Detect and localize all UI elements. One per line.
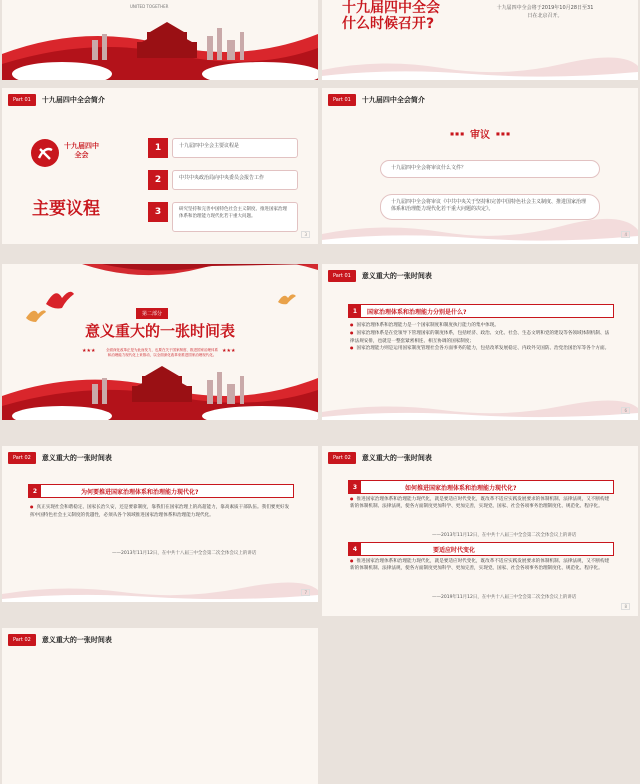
part-tag: Part 02 xyxy=(8,452,36,464)
slide-header xyxy=(8,452,112,464)
main-agenda-title: 主要议程 xyxy=(32,199,100,219)
agenda-item-1 xyxy=(172,138,298,158)
adapt-body xyxy=(350,558,612,572)
heading-line-1: 十九届四中全会 xyxy=(342,0,440,16)
slide-header xyxy=(8,94,105,106)
part-two-subtitle xyxy=(82,348,242,359)
section-bar-2 xyxy=(28,484,294,498)
emblem-group xyxy=(30,134,130,174)
slide-8-how[interactable] xyxy=(322,446,638,616)
adapt-source: ——2019年11月12日，在中共十八届三中全会第二次全体会议上的讲话 xyxy=(432,595,577,600)
agenda-item-2-text: 中共中央政治局向中央委员会报告工作 xyxy=(179,175,265,181)
agenda-number-2: 2 xyxy=(148,170,168,190)
agenda-item-3-text: 研究坚持和完善中国特色社会主义制度、推进国家治理体系和治理能力现代化若干重大问题。 xyxy=(179,207,287,219)
meeting-time-heading xyxy=(342,0,440,32)
review-question-box xyxy=(380,160,600,178)
section-title: 如何推进国家治理体系和治理能力现代化? xyxy=(405,484,517,492)
slide-6-definition[interactable] xyxy=(322,264,638,420)
meeting-time-text xyxy=(490,4,600,20)
slide-7-why[interactable] xyxy=(2,446,318,602)
section-number: 2 xyxy=(29,485,41,497)
how-source: ——2013年11月12日，在中共十八届三中全会第二次全体会议上的讲话 xyxy=(432,533,577,538)
slide-3-main-agenda[interactable] xyxy=(2,88,318,244)
section-bar-3 xyxy=(348,480,614,494)
page-number: 8 xyxy=(621,603,630,610)
slide-title: 十九届四中全会简介 xyxy=(361,96,425,104)
part-tag: Part 02 xyxy=(8,634,36,646)
bullet-3: ● 国家治理能力则是运用国家制度管理社会各方面事务的能力，包括改革发展稳定、内政外交国防、治党治国治军等各个方面。 xyxy=(350,345,612,353)
slide-title: 意义重大的一张时间表 xyxy=(41,454,112,462)
emblem-text-2: 全会 xyxy=(74,151,89,160)
agenda-number-3: 3 xyxy=(148,202,168,222)
page-number: 6 xyxy=(621,407,630,414)
tiananmen-illustration xyxy=(2,14,318,80)
slide-4-review[interactable] xyxy=(322,88,638,244)
part-tag: Part 01 xyxy=(8,94,36,106)
review-right-dots: ■ ■ ■ xyxy=(496,130,510,136)
cloud-decoration xyxy=(322,40,638,80)
section-title: 为何要推进国家治理体系和治理能力现代化? xyxy=(81,488,199,496)
review-heading: 审议 xyxy=(470,129,490,141)
party-emblem-icon xyxy=(30,138,60,168)
page-number: 3 xyxy=(301,231,310,238)
part-tag: Part 01 xyxy=(328,94,356,106)
part-tag: Part 02 xyxy=(328,452,356,464)
slide-header xyxy=(328,94,425,106)
dove-icon-right xyxy=(276,290,300,310)
why-bullet: ● 真正实现社会和谐稳定、国家长治久安，还是要靠制度，靠我们在国家治理上的高超能力，靠高素质干部队伍。我们要更好发挥中国特色社会主义制度的优越性，必须从各个领域推进国家治理体系和治理能力现代化。 xyxy=(30,504,292,520)
slide-header xyxy=(8,634,112,646)
emblem-text-1: 十九届四中 xyxy=(64,142,99,150)
stars-right-icon: ★★★ xyxy=(222,348,236,354)
cloud-decoration xyxy=(2,562,318,602)
slide-header xyxy=(328,452,432,464)
adapt-bullet: ● 推进国家治理体系和治理能力现代化，就是要适应时代变化，既改革不适应实践发展要求的体制机制、法律法规，又不断构建新的体制机制、法律法规，使各方面制度更加科学、更加完善，实现党、国家、社会各项事务治理制度化、规范化、程序化。 xyxy=(350,558,612,572)
why-source: ——2013年11月12日，在中共十八届三中全会第二次全体会议上的讲话 xyxy=(112,551,257,556)
slide-1-cover[interactable] xyxy=(2,0,318,80)
bullet-1: ● 国家治理体系和治理能力是一个国家制度和制度执行能力的集中体现。 xyxy=(350,322,612,330)
subtitle-line-2: 和治理能力现代化上来推动，以全面深化改革来推进国家治理现代化。 xyxy=(107,353,217,358)
subtitle-line-1: 全面深化改革正是为此而发力，也要在关于国家制度、推进国家治理体系 xyxy=(106,348,218,352)
agenda-number-1: 1 xyxy=(148,138,168,158)
agenda-item-1-text: 十九届四中全会主要议程是 xyxy=(179,143,240,149)
page-number: 7 xyxy=(301,589,310,596)
slide-2-meeting-time[interactable] xyxy=(322,0,638,80)
text-line-1: 十九届四中全会将于2019年10月28日至31 xyxy=(496,5,594,11)
bullet-2: ● 国家治理体系是在党领导下管理国家的制度体系，包括经济、政治、文化、社会、生态文明和党的建设等各领域体制机制、法律法规安排，也就是一整套紧密相连、相互协调的国家制度； xyxy=(350,330,612,346)
slide-title: 意义重大的一张时间表 xyxy=(361,454,432,462)
why-body xyxy=(30,504,292,520)
stars-left-icon: ★★★ xyxy=(82,348,96,354)
section-title: 要适应时代变化 xyxy=(433,546,476,554)
cloud-decoration xyxy=(322,204,638,244)
part-two-title: 意义重大的一张时间表 xyxy=(84,322,235,340)
slide-5-part-two-cover[interactable] xyxy=(2,264,318,420)
part-tag: Part 01 xyxy=(328,270,356,282)
slide-title: 意义重大的一张时间表 xyxy=(41,636,112,644)
review-section-header xyxy=(442,124,518,142)
section-number: 3 xyxy=(349,481,361,493)
how-body xyxy=(350,496,612,510)
emblem-text xyxy=(64,142,99,160)
heading-line-2: 什么时候召开? xyxy=(342,16,435,33)
slide-title: 十九届四中全会简介 xyxy=(41,96,105,104)
agenda-item-2 xyxy=(172,170,298,190)
review-answer-text: 十九届四中全会将审议《中共中央关于坚持和完善中国特色社会主义制度、推进国家治理体系和治理能力现代化若干重大问题的决定》。 xyxy=(391,199,587,213)
agenda-item-3 xyxy=(172,202,298,232)
section-bar-1 xyxy=(348,304,614,318)
review-left-dots: ■ ■ ■ xyxy=(450,130,464,136)
cloud-decoration xyxy=(322,380,638,420)
section-bar-4 xyxy=(348,542,614,556)
section-title: 国家治理体系和治理能力分别是什么? xyxy=(367,308,467,316)
part-two-label: 第二部分 xyxy=(136,308,168,319)
section-number: 4 xyxy=(349,543,361,555)
cover-caption: UNITED TOGETHER xyxy=(130,4,169,9)
slide-9-partial[interactable] xyxy=(2,628,318,784)
how-bullet: ● 推进国家治理体系和治理能力现代化，就是要适应时代变化，既改革不适应实践发展要求的体制机制、法律法规，又不断构建新的体制机制、法律法规，使各方面制度更加科学、更加完善，实现党、国家、社会各项事务治理制度化、规范化、程序化。 xyxy=(350,496,612,510)
review-question-text: 十九届四中全会将审议什么文件？ xyxy=(391,165,467,172)
section-number: 1 xyxy=(349,305,361,317)
slide-header xyxy=(328,270,432,282)
definition-bullets xyxy=(350,322,612,353)
tiananmen-illustration xyxy=(2,360,318,420)
text-line-2: 日在北京召开。 xyxy=(527,13,563,19)
page-number: 4 xyxy=(621,231,630,238)
slide-title: 意义重大的一张时间表 xyxy=(361,272,432,280)
